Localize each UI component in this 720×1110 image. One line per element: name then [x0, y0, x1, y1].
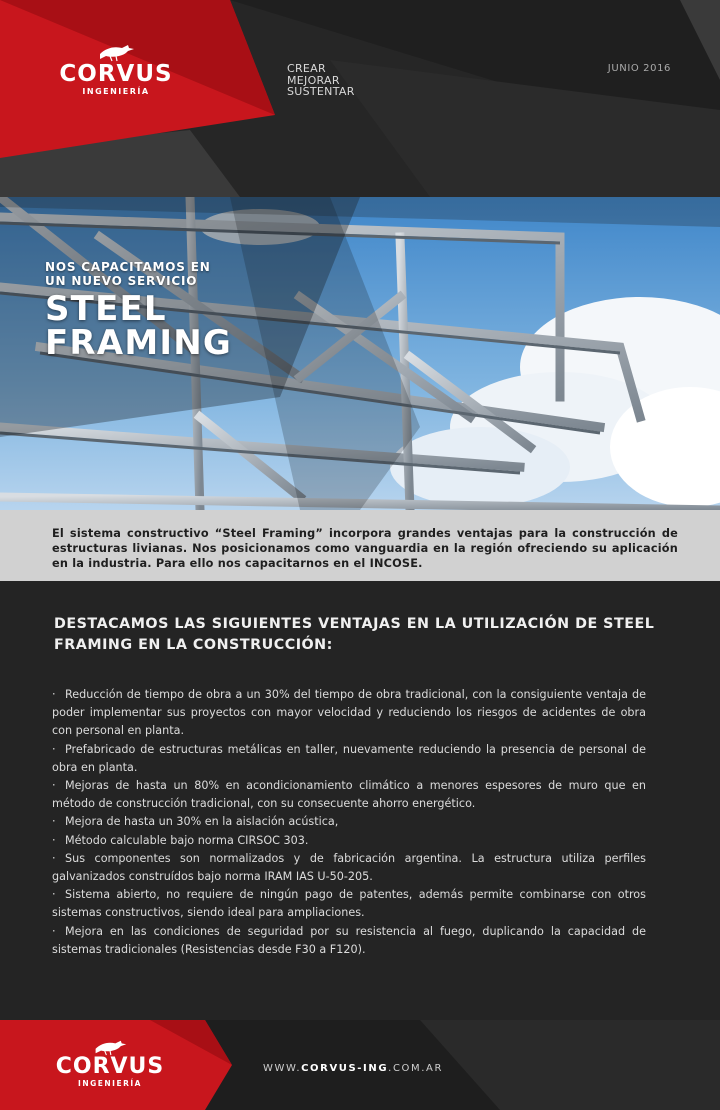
- bullet: ·: [52, 833, 56, 847]
- motto: [287, 63, 355, 98]
- benefits-list: [52, 686, 646, 959]
- web-domain: CORVUS-ING: [301, 1063, 389, 1074]
- corvus-bird-icon: [96, 42, 136, 62]
- list-item-text: Mejora de hasta un 30% en la aislación acústica,: [65, 815, 339, 829]
- list-item-text: Sistema abierto, no requiere de ningún pago de patentes, además permite combinarse con otros sistemas constructivos, siendo ideal para ampliaciones.: [52, 888, 646, 920]
- list-item: [52, 813, 646, 831]
- bullet: ·: [52, 924, 56, 938]
- intro-band: [0, 510, 720, 581]
- motto-line-3: SUSTENTAR: [287, 85, 355, 98]
- issue-date: JUNIO 2016: [607, 63, 671, 74]
- header-background: [0, 0, 720, 197]
- bullet: ·: [52, 851, 56, 865]
- header-logo[interactable]: [52, 42, 180, 98]
- header: [0, 0, 720, 197]
- list-item: [52, 923, 646, 959]
- web-suffix: .COM.AR: [388, 1063, 443, 1074]
- footer-logo-wordmark: CORVUS: [55, 1054, 165, 1079]
- web-prefix: WWW.: [263, 1063, 302, 1074]
- motto-line-2: MEJORAR: [287, 73, 340, 87]
- list-item: [52, 741, 646, 777]
- list-item: [52, 777, 646, 813]
- bullet: ·: [52, 779, 56, 793]
- bullet: ·: [52, 888, 56, 902]
- hero-banner: [0, 197, 720, 510]
- logo-wordmark: CORVUS: [59, 61, 173, 87]
- list-item: [52, 886, 646, 922]
- hero-title-line-1: STEEL: [45, 289, 167, 329]
- bullet: ·: [52, 742, 56, 756]
- list-item: [52, 686, 646, 741]
- list-item: [52, 850, 646, 886]
- list-item-text: Mejora en las condiciones de seguridad por su resistencia al fuego, duplicando la capacidad de sistemas tradicionales (Resistencias desde F30 a F120).: [52, 924, 646, 956]
- hero-kicker: NOS CAPACITAMOS EN UN NUEVO SERVICIO: [45, 260, 211, 288]
- list-item-text: Método calculable bajo norma CIRSOC 303.: [65, 833, 309, 847]
- list-item: [52, 832, 646, 850]
- intro-text: El sistema constructivo “Steel Framing” incorpora grandes ventajas para la construcción de estructuras livianas. Nos posicionamos como vanguardia en la región ofreciendo su aplicación en la industria. Para ello nos capacitarnos en el INCOSE.: [52, 527, 678, 570]
- logo-subtitle: INGENIERÍA: [82, 87, 150, 96]
- motto-line-1: CREAR: [287, 62, 326, 75]
- list-item-text: Mejoras de hasta un 80% en acondicionamiento climático a menores espesores de muro que en método de construcción tradicional, con su consecuente ahorro energético.: [52, 779, 646, 811]
- hero-title-line-2: FRAMING: [45, 323, 232, 363]
- footer: [0, 1020, 720, 1110]
- list-item-text: Prefabricado de estructuras metálicas en taller, nuevamente reduciendo la presencia de personal de obra en planta.: [52, 742, 646, 774]
- hero-title: [45, 289, 232, 363]
- bullet: ·: [52, 688, 56, 701]
- benefits-heading: DESTACAMOS LAS SIGUIENTES VENTAJAS EN LA UTILIZACIÓN DE STEEL FRAMING EN LA CONSTRUCCIÓN:: [54, 616, 655, 653]
- footer-logo[interactable]: [48, 1038, 172, 1090]
- website-link[interactable]: [263, 1063, 443, 1074]
- footer-logo-subtitle: INGENIERÍA: [78, 1079, 142, 1088]
- bullet: ·: [52, 815, 56, 829]
- list-item-text: Sus componentes son normalizados y de fabricación argentina. La estructura utiliza perfiles galvanizados construídos bajo norma IRAM IAS U-50-205.: [52, 851, 646, 884]
- hero-text: [45, 260, 232, 363]
- list-item-text: Reducción de tiempo de obra a un 30% del tiempo de obra tradicional, con la consiguiente ventaja de poder implementar sus proyectos con mayor velocidad y reduciendo los riesgos de acidentes de obra con personal en planta.: [52, 688, 646, 738]
